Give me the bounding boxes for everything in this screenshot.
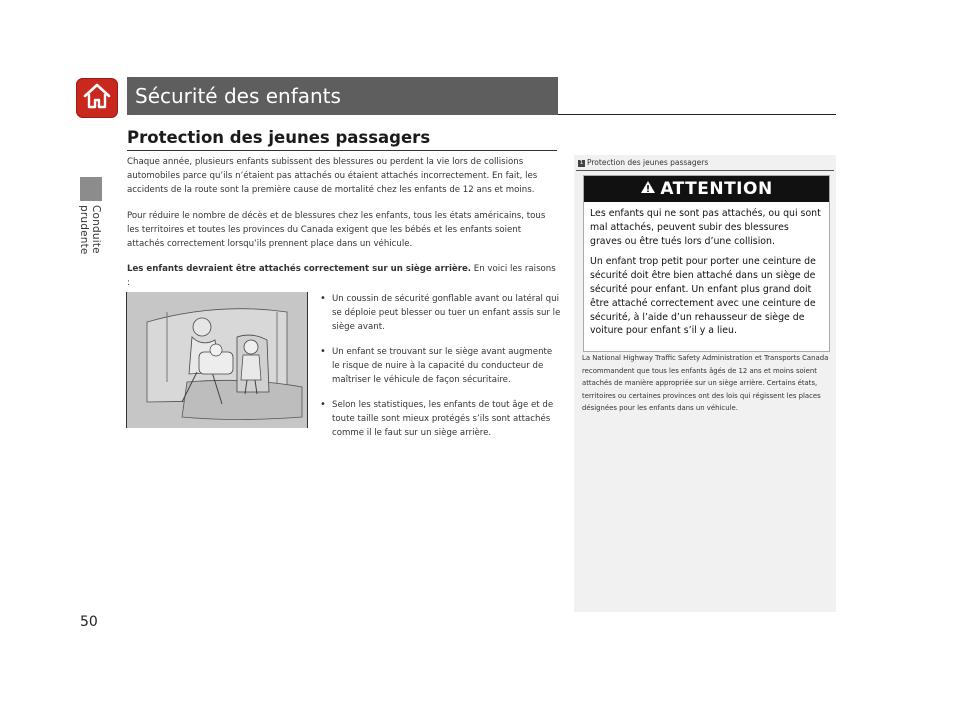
bullet-icon: • [320, 399, 326, 410]
section-divider [127, 150, 557, 151]
reasons-list [316, 292, 561, 451]
title-divider [558, 114, 836, 115]
reason-text: Un coussin de sécurité gonflable avant ou latéral qui se déploie peut blesser ou tuer un enfant assis sur le siège avant. [332, 294, 561, 332]
home-icon [82, 82, 112, 114]
side-section-label: Conduite prudente [78, 205, 102, 255]
chapter-title-bar [127, 77, 558, 115]
sidebar-note: La National Highway Traffic Safety Administration et Transports Canada recommandent que tous les enfants âgés de 12 ans et moins soient attachés de manière appropriée sur un siège arrière. Certains états, territoires ou certaines provinces ont des lois qui régissent les places désignées pour les enfants dans un véhicule. [582, 354, 829, 413]
sidebar-divider [576, 170, 834, 171]
section-title: Protection des jeunes passagers [127, 128, 431, 147]
warning-text-2: Un enfant trop petit pour porter une ceinture de sécurité doit être bien attaché dans un siège de sécurité pour enfant. Un enfant plus grand doit être attaché correctement avec une ceinture de sécurité, à l’aide d’un rehausseur de siège de voiture pour enfant s’il y a lieu. [590, 256, 816, 337]
list-item [316, 398, 561, 440]
sidebar-heading [578, 158, 708, 167]
bullet-icon: • [320, 346, 326, 357]
bullet-icon: • [320, 293, 326, 304]
list-item [316, 345, 561, 387]
rear-seat-reasons: En voici les raisons : [127, 264, 556, 288]
notes-sidebar [574, 155, 836, 612]
warning-triangle-icon [640, 179, 660, 199]
warning-header [584, 176, 829, 202]
warning-title: ATTENTION [660, 179, 773, 199]
chapter-title: Sécurité des enfants [135, 84, 341, 108]
reason-text: Selon les statistiques, les enfants de tout âge et de toute taille sont mieux protégés s’ils sont attachés comme il le faut sur un siège arrière. [332, 400, 554, 438]
child-passenger-illustration [126, 292, 308, 428]
reference-marker-icon: 1 [579, 159, 584, 166]
home-button[interactable] [76, 78, 118, 118]
list-item [316, 292, 561, 334]
side-section-tab[interactable] [80, 177, 102, 201]
paragraph-statistics: Chaque année, plusieurs enfants subissent des blessures ou perdent la vie lors de collisions automobiles parce qu’ils n’étaient pas attachés ou étaient attachés incorrectement. En fait, les accidents de la route sont la première cause de mortalité chez les enfants de 12 ans et moins. [127, 157, 538, 195]
page-number: 50 [80, 614, 98, 630]
sidebar-heading-text: Protection des jeunes passagers [587, 158, 709, 167]
paragraph-rear-seat [127, 262, 559, 290]
reason-text: Un enfant se trouvant sur le siège avant augmente le risque de nuire à la capacité du conducteur de maîtriser le véhicule de façon sécuritaire. [332, 347, 553, 385]
warning-box [583, 175, 830, 352]
paragraph-laws: Pour réduire le nombre de décès et de blessures chez les enfants, tous les états américains, tous les territoires et toutes les provinces du Canada exigent que les bébés et les enfants soient attachés correctement lorsqu’ils prennent place dans un véhicule. [127, 211, 546, 249]
rear-seat-emphasis: Les enfants devraient être attachés correctement sur un siège arrière. [127, 264, 472, 274]
warning-text-1: Les enfants qui ne sont pas attachés, ou qui sont mal attachés, peuvent subir des blessures graves ou être tués lors d’une collision. [590, 208, 821, 247]
